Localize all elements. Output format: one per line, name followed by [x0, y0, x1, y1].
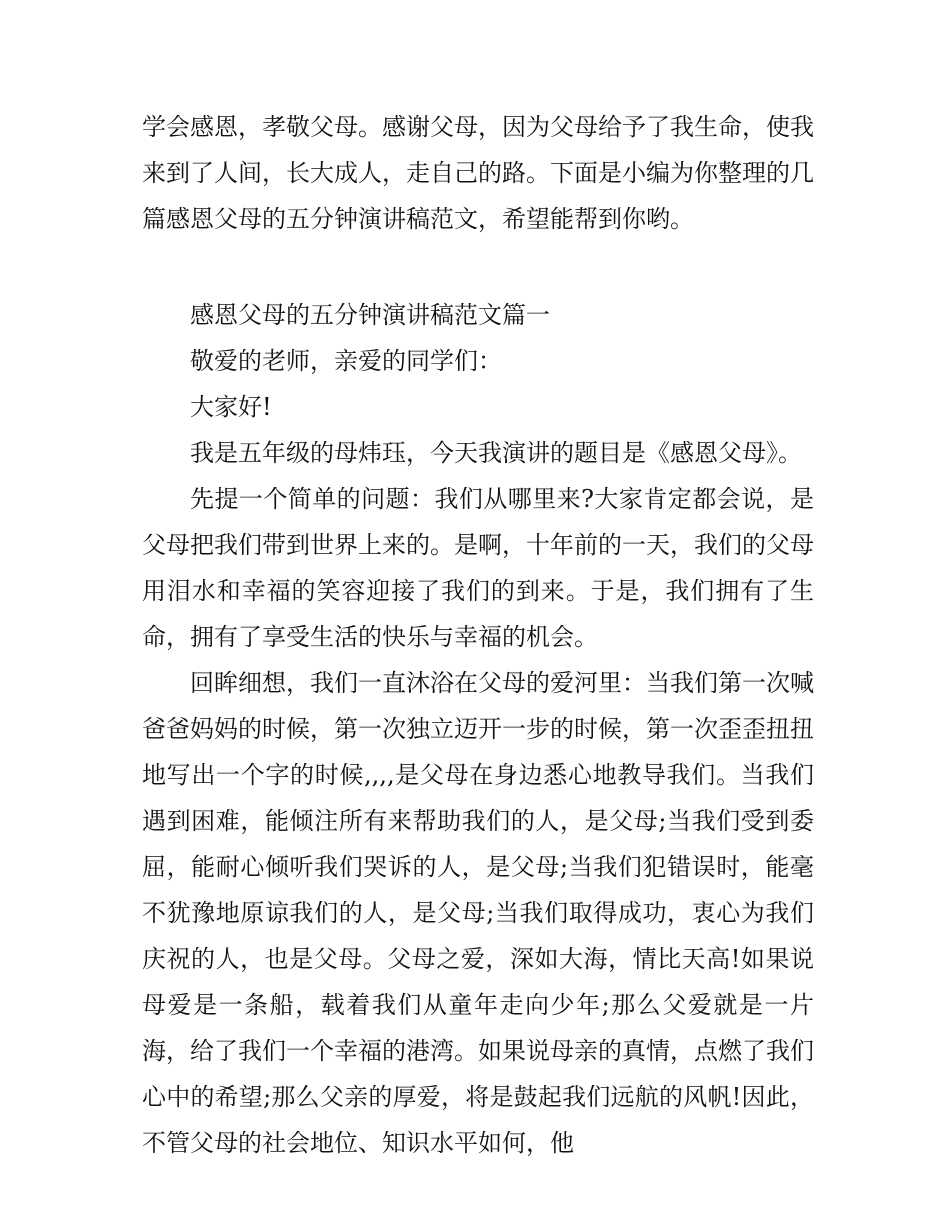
body-paragraph-1: 我是五年级的母炜珏，今天我演讲的题目是《感恩父母》。	[190, 439, 802, 467]
section-title: 感恩父母的五分钟演讲稿范文篇一	[190, 301, 550, 329]
body-paragraph-2: 先提一个简单的问题：我们从哪里来?大家肯定都会说，是父母把我们带到世界上来的。是啊，十年前的一天，我们的父母用泪水和幸福的笑容迎接了我们的到来。于是，我们拥有了生命，拥有了享受生活的快乐与幸福的机会。	[142, 485, 814, 651]
intro-paragraph: 学会感恩，孝敬父母。感谢父母，因为父母给予了我生命，使我来到了人间，长大成人，走自己的路。下面是小编为你整理的几篇感恩父母的五分钟演讲稿范文，希望能帮到你哟。	[142, 113, 814, 233]
document-body	[142, 104, 814, 1166]
salutation: 敬爱的老师，亲爱的同学们：	[190, 347, 502, 375]
greeting: 大家好!	[190, 393, 272, 421]
body-paragraph-3: 回眸细想，我们一直沐浴在父母的爱河里：当我们第一次喊爸爸妈妈的时候，第一次独立迈开一步的时候，第一次歪歪扭扭地写出一个字的时候,,,,是父母在身边悉心地教导我们。当我们遇到困难，能倾注所有来帮助我们的人，是父母;当我们受到委屈，能耐心倾听我们哭诉的人，是父母;当我们犯错误时，能毫不犹豫地原谅我们的人，是父母;当我们取得成功，衷心为我们庆祝的人，也是父母。父母之爱，深如大海，情比天高!如果说母爱是一条船，载着我们从童年走向少年;那么父爱就是一片海，给了我们一个幸福的港湾。如果说母亲的真情，点燃了我们心中的希望;那么父亲的厚爱，将是鼓起我们远航的风帆!因此，不管父母的社会地位、知识水平如何，他	[142, 669, 814, 1157]
paragraph-gap	[142, 242, 814, 292]
